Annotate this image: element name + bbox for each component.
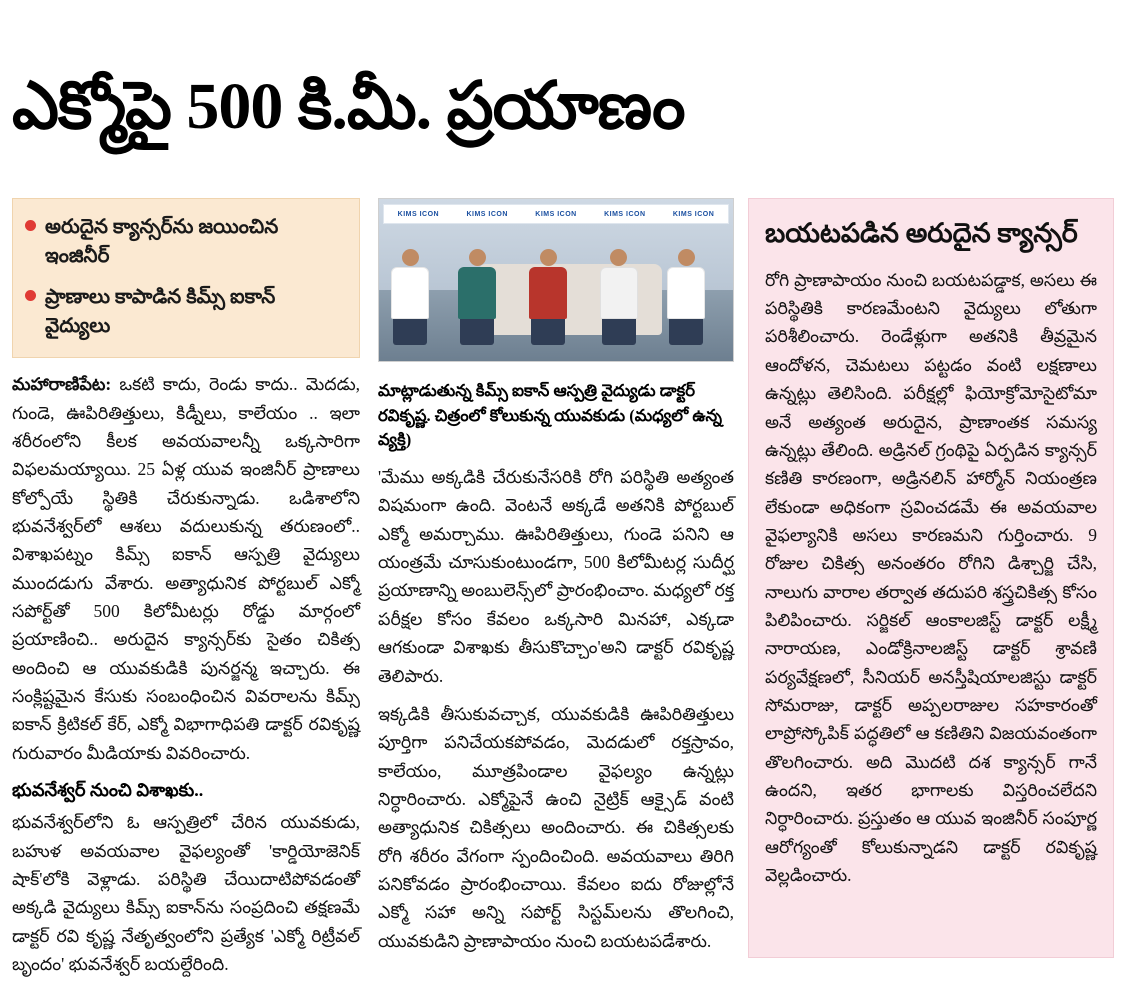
banner-logo-text: KIMS ICON (466, 210, 508, 218)
person-figure (453, 249, 501, 345)
highlights-box (12, 198, 360, 358)
newspaper-page (0, 44, 1126, 980)
sidebar-story-box (748, 198, 1114, 958)
bullet-dot-icon (25, 290, 36, 301)
person-legs (669, 319, 703, 345)
paragraph: ఇక్కడికి తీసుకువచ్చాక, యువకుడికి ఊపిరితిత్తులు పూర్తిగా పనిచేయకపోవడం, మెదడులో రక్తస్రావం, కాలేయం, మూత్రపిండాల వైఫల్యం ఉన్నట్లు నిర్ధారించారు. ఎక్మోపైనే ఉంచి నైట్రిక్ ఆక్సైడ్ వంటి అత్యాధునిక చికిత్సలు అందించారు. ఈ చికిత్సలకు రోగి శరీరం వేగంగా స్పందించింది. అవయవాలు తిరిగి పనికోవడం ప్రారంభించాయి. కేవలం ఐదు రోజుల్లోనే ఎక్మో సహా అన్ని సపోర్ట్ సిస్టమ్‌లను తొలగించి, యువకుడిని ప్రాణాపాయం నుంచి బయటపడేశారు. (378, 703, 734, 951)
person-torso (458, 267, 496, 319)
person-head (610, 249, 627, 266)
person-figure (595, 249, 643, 345)
middle-column (370, 198, 742, 965)
paragraph: భువనేశ్వర్‌లోని ఓ ఆస్పత్రిలో చేరిన యువకుడు, బహుళ అవయవాల వైఫల్యంతో 'కార్డియోజెనిక్ షాక్'‌లోకి వెళ్లాడు. పరిస్థితి చేయిదాటిపోవడంతో అక్కడి వైద్యులు కిమ్స్ ఐకాన్‌ను సంప్రదించి తక్షణమే డాక్టర్ రవి కృష్ణ నేతృత్వంలోని ప్రత్యేక 'ఎక్మో రిట్రీవల్ బృందం' భువనేశ్వర్ బయల్దేరింది. (12, 812, 360, 974)
doctors-group-photo (378, 198, 734, 362)
hospital-banner (383, 204, 729, 224)
highlight-text: ప్రాణాలు కాపాడిన కిమ్స్ ఐకాన్ వైద్యులు (45, 286, 276, 338)
person-figure (386, 249, 434, 345)
banner-logo-text: KIMS ICON (535, 210, 577, 218)
person-torso (529, 267, 567, 319)
person-head (402, 249, 419, 266)
paragraph: 'మేము అక్కడికి చేరుకునేసరికి రోగి పరిస్థితి అత్యంత విషమంగా ఉంది. వెంటనే అక్కడే అతనికి పోర్టబుల్ ఎక్మో అమర్చాము. ఊపిరితిత్తులు, గుండె పనిని ఆ యంత్రమే చూసుకుంటుండగా, 500 కిలోమీటర్ల సుదీర్ఘ ప్రయాణాన్ని అంబులెన్స్‌లో ప్రారంభించాం. మధ్యలో రక్త పరీక్షల కోసం కేవలం ఒక్కసారి మినహా, ఎక్కడా ఆగకుండా విశాఖకు తీసుకొచ్చాం'‌అని డాక్టర్ రవికృష్ణ తెలిపారు. (378, 467, 734, 686)
paragraph (12, 370, 360, 767)
right-column (742, 198, 1114, 958)
banner-logo-text: KIMS ICON (604, 210, 646, 218)
section-subheading: భువనేశ్వర్ నుంచి విశాఖకు.. (12, 780, 204, 801)
highlight-text: అరుదైన క్యాన్సర్‌ను జయించిన ఇంజినీర్ (45, 216, 279, 268)
left-column (12, 198, 370, 988)
paragraph-text: ఒకటి కాదు, రెండు కాదు.. మెదడు, గుండె, ఊపిరితిత్తులు, కిడ్నీలు, కాలేయం .. ఇలా శరీరంలోని కీలక అవయవాలన్నీ ఒక్కసారిగా విఫలమయ్యాయి. 25 ఏళ్ల యువ ఇంజినీర్ ప్రాణాలు కోల్పోయే స్థితికి చేరుకున్నాడు. ఒడిశాలోని భువనేశ్వర్‌లో ఆశలు వదులుకున్న తరుణంలో.. విశాఖపట్నం కిమ్స్ ఐకాన్ ఆస్పత్రి వైద్యులు ముందడుగు వేశారు. అత్యాధునిక పోర్టబుల్ ఎక్మో సపోర్ట్‌తో 500 కిలోమీటర్లు రోడ్డు మార్గంలో ప్రయాణించి.. అరుదైన క్యాన్సర్‌కు సైతం చికిత్స అందించి ఆ యువకుడికి పునర్జన్మ ఇచ్చారు. ఈ సంక్లిష్టమైన కేసుకు సంబంధించిన వివరాలను కిమ్స్ ఐకాన్ క్రిటికల్ కేర్, ఎక్మో విభాగాధిపతి డాక్టర్ రవికృష్ణ గురువారం మీడియాకు వివరించారు. (12, 374, 360, 763)
person-head (540, 249, 557, 266)
banner-logo-text: KIMS ICON (672, 210, 715, 218)
photo-caption: మాట్లాడుతున్న కిమ్స్ ఐకాన్ ఆస్పత్రి వైద్యుడు డాక్టర్ రవికృష్ణ. చిత్రంలో కోలుకున్న యువకుడు (మధ్యలో ఉన్న వ్యక్తి) (378, 380, 723, 450)
article-columns (0, 198, 1126, 988)
person-torso (667, 267, 705, 319)
person-legs (460, 319, 494, 345)
person-torso (391, 267, 429, 319)
person-legs (602, 319, 636, 345)
person-figure (662, 249, 710, 345)
banner-logo-text: KIMS ICON (397, 210, 440, 218)
bullet-dot-icon (25, 220, 36, 231)
list-item (25, 213, 345, 271)
list-item (25, 283, 345, 341)
person-legs (531, 319, 565, 345)
person-figure (524, 249, 572, 345)
dateline: మహారాణిపేట: (12, 374, 112, 395)
person-legs (393, 319, 427, 345)
person-head (678, 249, 695, 266)
person-head (469, 249, 486, 266)
sidebar-story-title: బయటపడిన అరుదైన క్యాన్సర్ (765, 218, 1078, 249)
page-title: ఎక్మోపై 500 కి.మీ. ప్రయాణం (12, 70, 685, 144)
paragraph: రోగి ప్రాణాపాయం నుంచి బయటపడ్డాక, అసలు ఈ పరిస్థితికి కారణమేంటని వైద్యులు లోతుగా పరిశీలించారు. రెండేళ్లుగా అతనికి తీవ్రమైన ఆందోళన, చెమటలు పట్టడం వంటి లక్షణాలు ఉన్నట్లు తెలిసింది. పరీక్షల్లో ఫియోక్రోమోసైటోమా అనే అత్యంత అరుదైన, ప్రాణాంతక సమస్య ఉన్నట్లు తేలింది. అడ్రినల్ గ్రంథిపై ఏర్పడిన క్యాన్సర్ కణితి కారణంగా, అడ్రినలిన్ హార్మోన్ నియంత్రణ లేకుండా అధికంగా స్రవించడమే ఈ అవయవాల వైఫల్యానికి అసలు కారణమని గుర్తించారు. 9 రోజుల చికిత్స అనంతరం రోగిని డిశ్చార్జి చేసి, నాలుగు వారాల తర్వాత తదుపరి శస్త్రచికిత్స కోసం పిలిపించారు. సర్జికల్ ఆంకాలజిస్ట్ డాక్టర్ లక్ష్మీ నారాయణ, ఎండోక్రినాలజిస్ట్ డాక్టర్ శ్రావణి పర్యవేక్షణలో, సీనియర్ అనస్తీషియాలజిస్టు డాక్టర్ సోమరాజు, డాక్టర్ అప్పలరాజుల సహకారంతో లాప్రోస్కోపిక్ పద్ధతిలో ఆ కణితిని విజయవంతంగా తొలగించారు. అది మొదటి దశ క్యాన్సర్ గానే ఉందని, ఇతర భాగాలకు విస్తరించలేదని నిర్ధారించారు. ప్రస్తుతం ఆ యువ ఇంజినీర్ సంపూర్ణ ఆరోగ్యంతో కోలుకున్నాడని డాక్టర్ రవికృష్ణ వెల్లడించారు. (765, 269, 1097, 885)
person-torso (600, 267, 638, 319)
